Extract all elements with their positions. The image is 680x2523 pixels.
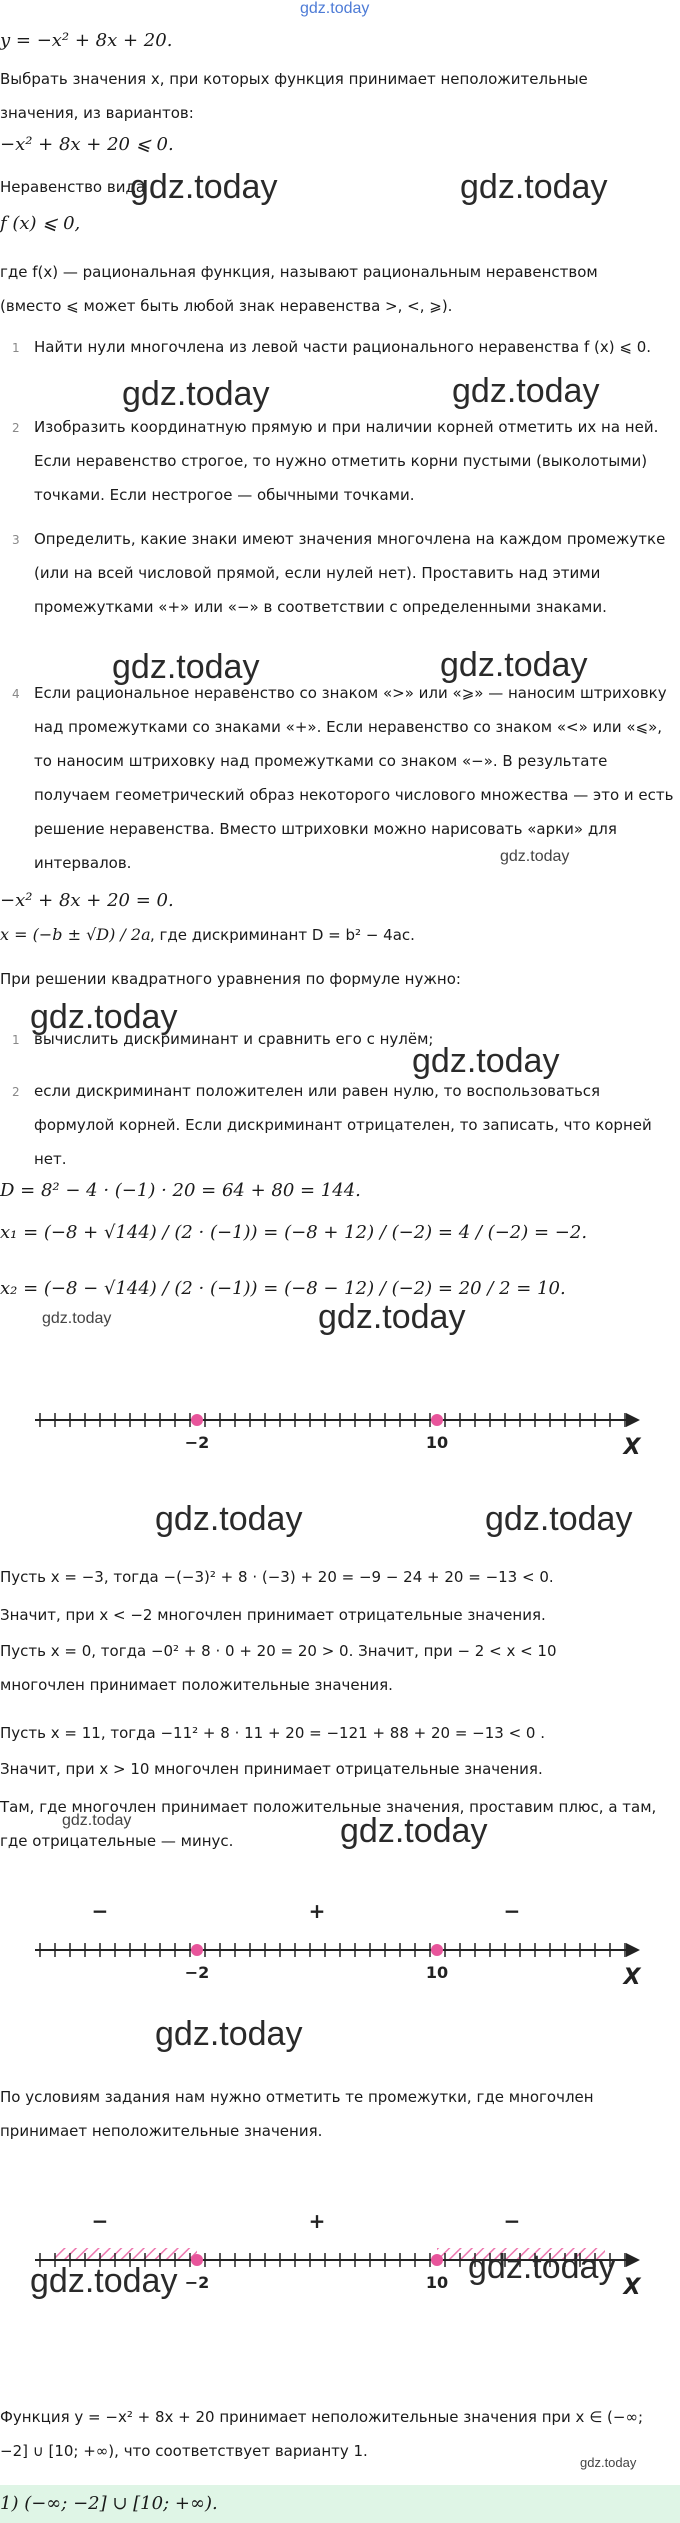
fx-inequality: f (x) ⩽ 0,	[0, 213, 81, 234]
watermark: gdz.today	[485, 1500, 633, 1538]
watermark: gdz.today	[412, 1042, 560, 1080]
axis-x-label: X	[623, 1435, 641, 1460]
sign-middle: +	[308, 1900, 326, 1923]
inequality-kind-text: Неравенство вида	[0, 178, 146, 196]
point-10	[431, 1944, 443, 1956]
axis-arrow	[626, 1413, 640, 1427]
list-item: 1 вычислить дискриминант и сравнить его с нулём;	[12, 1030, 434, 1048]
sign-right: −	[503, 2210, 521, 2233]
watermark: gdz.today	[340, 1812, 488, 1850]
list-item: 2 Изобразить координатную прямую и при наличии корней отметить их на ней. Если неравенство строгое, то нужно отметить корни пустыми (выколотыми) точками. Если нестрогое — обычными точками.	[12, 418, 659, 504]
conclusion-text: Функция y = −x² + 8x + 20 принимает неположительные значения при x ∈ (−∞; −2] ∪ [10; +∞), что соответствует варианту 1.	[0, 2408, 644, 2460]
number-line-roots	[0, 1380, 680, 1460]
check-1: Пусть x = −3, тогда −(−3)² + 8 · (−3) + 20 = −9 − 24 + 20 = −13 < 0.	[0, 1568, 554, 1586]
label-minus-2: −2	[184, 1433, 210, 1452]
label-10: 10	[425, 1433, 449, 1452]
discriminant: D = 8² − 4 · (−1) · 20 = 64 + 80 = 144.	[0, 1180, 361, 1201]
label-minus-2: −2	[184, 1963, 210, 1982]
axis-arrow	[626, 2253, 640, 2267]
check-1-conclusion: Значит, при x < −2 многочлен принимает отрицательные значения.	[0, 1606, 546, 1624]
watermark: gdz.today	[155, 1500, 303, 1538]
watermark: gdz.today	[300, 0, 370, 17]
list-item: 1 Найти нули многочлена из левой части рационального неравенства f (x) ⩽ 0.	[12, 338, 652, 356]
formula-description: , где дискриминант D = b² − 4ac.	[150, 926, 415, 944]
check-2-conclusion: многочлен принимает положительные значения.	[0, 1676, 393, 1694]
point-minus-2	[191, 1944, 203, 1956]
watermark: gdz.today	[112, 648, 260, 686]
answer-text: 1) (−∞; −2] ∪ [10; +∞).	[0, 2493, 218, 2514]
label-minus-2: −2	[184, 2273, 210, 2292]
quad-intro-text: При решении квадратного уравнения по формуле нужно:	[0, 970, 461, 988]
point-10	[431, 1414, 443, 1426]
list-item: 3 Определить, какие знаки имеют значения многочлена на каждом промежутке (или на всей числовой прямой, если нулей нет). Проставить над этими промежутками «+» или «−» в соответствии с определенными знаками.	[12, 530, 666, 616]
watermark: gdz.today	[42, 1310, 112, 1327]
list-item: 2 если дискриминант положителен или равен нулю, то воспользоваться формулой корней. Если дискриминант отрицателен, то записать, что корней нет.	[12, 1082, 652, 1168]
signs-text: Там, где многочлен принимает положительные значения, проставим плюс, а там, где отрицательные — минус.	[0, 1798, 657, 1850]
watermark: gdz.today	[468, 2248, 616, 2286]
number-line-signs	[0, 1900, 680, 1990]
task-condition-text: По условиям задания нам нужно отметить те промежутки, где многочлен принимает неположительные значения.	[0, 2088, 594, 2140]
sign-right: −	[503, 1900, 521, 1923]
sign-middle: +	[308, 2210, 326, 2233]
watermark: gdz.today	[30, 2262, 178, 2300]
list-item: 4 Если рациональное неравенство со знаком «>» или «⩾» — наносим штриховку над промежутками со знаками «+». Если неравенство со знаком «<» или «⩽», то наносим штриховку над промежутками со знаком «−». В результате получаем геометрический образ некоторого числового множества — это и есть решение неравенства. Вместо штриховки можно нарисовать «арки» для интервалов.	[12, 684, 674, 872]
equation: −x² + 8x + 20 = 0.	[0, 890, 174, 911]
check-2: Пусть x = 0, тогда −0² + 8 · 0 + 20 = 20 > 0. Значит, при − 2 < x < 10	[0, 1642, 557, 1660]
point-minus-2	[191, 2254, 203, 2266]
point-10	[431, 2254, 443, 2266]
watermark: gdz.today	[62, 1812, 132, 1829]
label-10: 10	[425, 2273, 449, 2292]
watermark: gdz.today	[122, 375, 270, 413]
root-x2: x₂ = (−8 − √144) / (2 · (−1)) = (−8 − 12) / (−2) = 20 / 2 = 10.	[0, 1278, 566, 1299]
function-formula: y = −x² + 8x + 20.	[0, 30, 173, 51]
watermark: gdz.today	[460, 168, 608, 206]
axis-x-label: X	[623, 1965, 641, 1990]
answer-box	[0, 2485, 680, 2523]
sign-left: −	[91, 1900, 109, 1923]
axis-arrow	[626, 1943, 640, 1957]
sign-left: −	[91, 2210, 109, 2233]
root-x1: x₁ = (−8 + √144) / (2 · (−1)) = (−8 + 12) / (−2) = 4 / (−2) = −2.	[0, 1222, 588, 1243]
watermark: gdz.today	[440, 646, 588, 684]
watermark: gdz.today	[500, 848, 570, 865]
watermark: gdz.today	[130, 168, 278, 206]
check-3: Пусть x = 11, тогда −11² + 8 · 11 + 20 = −121 + 88 + 20 = −13 < 0 .	[0, 1724, 546, 1742]
point-minus-2	[191, 1414, 203, 1426]
roots-formula: x = (−b ± √D) / 2a	[0, 925, 151, 944]
watermark: gdz.today	[155, 2015, 303, 2053]
watermark: gdz.today	[30, 998, 178, 1036]
task-text: Выбрать значения x, при которых функция принимает неположительные значения, из вариантов:	[0, 70, 588, 122]
watermark: gdz.today	[318, 1298, 466, 1336]
label-10: 10	[425, 1963, 449, 1982]
watermark: gdz.today	[580, 2455, 637, 2470]
definition-text: где f(x) — рациональная функция, называют рациональным неравенством (вместо ⩽ может быть любой знак неравенства >, <, ⩾).	[0, 263, 598, 315]
inequality: −x² + 8x + 20 ⩽ 0.	[0, 134, 174, 155]
check-3-conclusion: Значит, при x > 10 многочлен принимает отрицательные значения.	[0, 1760, 543, 1778]
axis-x-label: X	[623, 2275, 641, 2300]
watermark: gdz.today	[452, 372, 600, 410]
